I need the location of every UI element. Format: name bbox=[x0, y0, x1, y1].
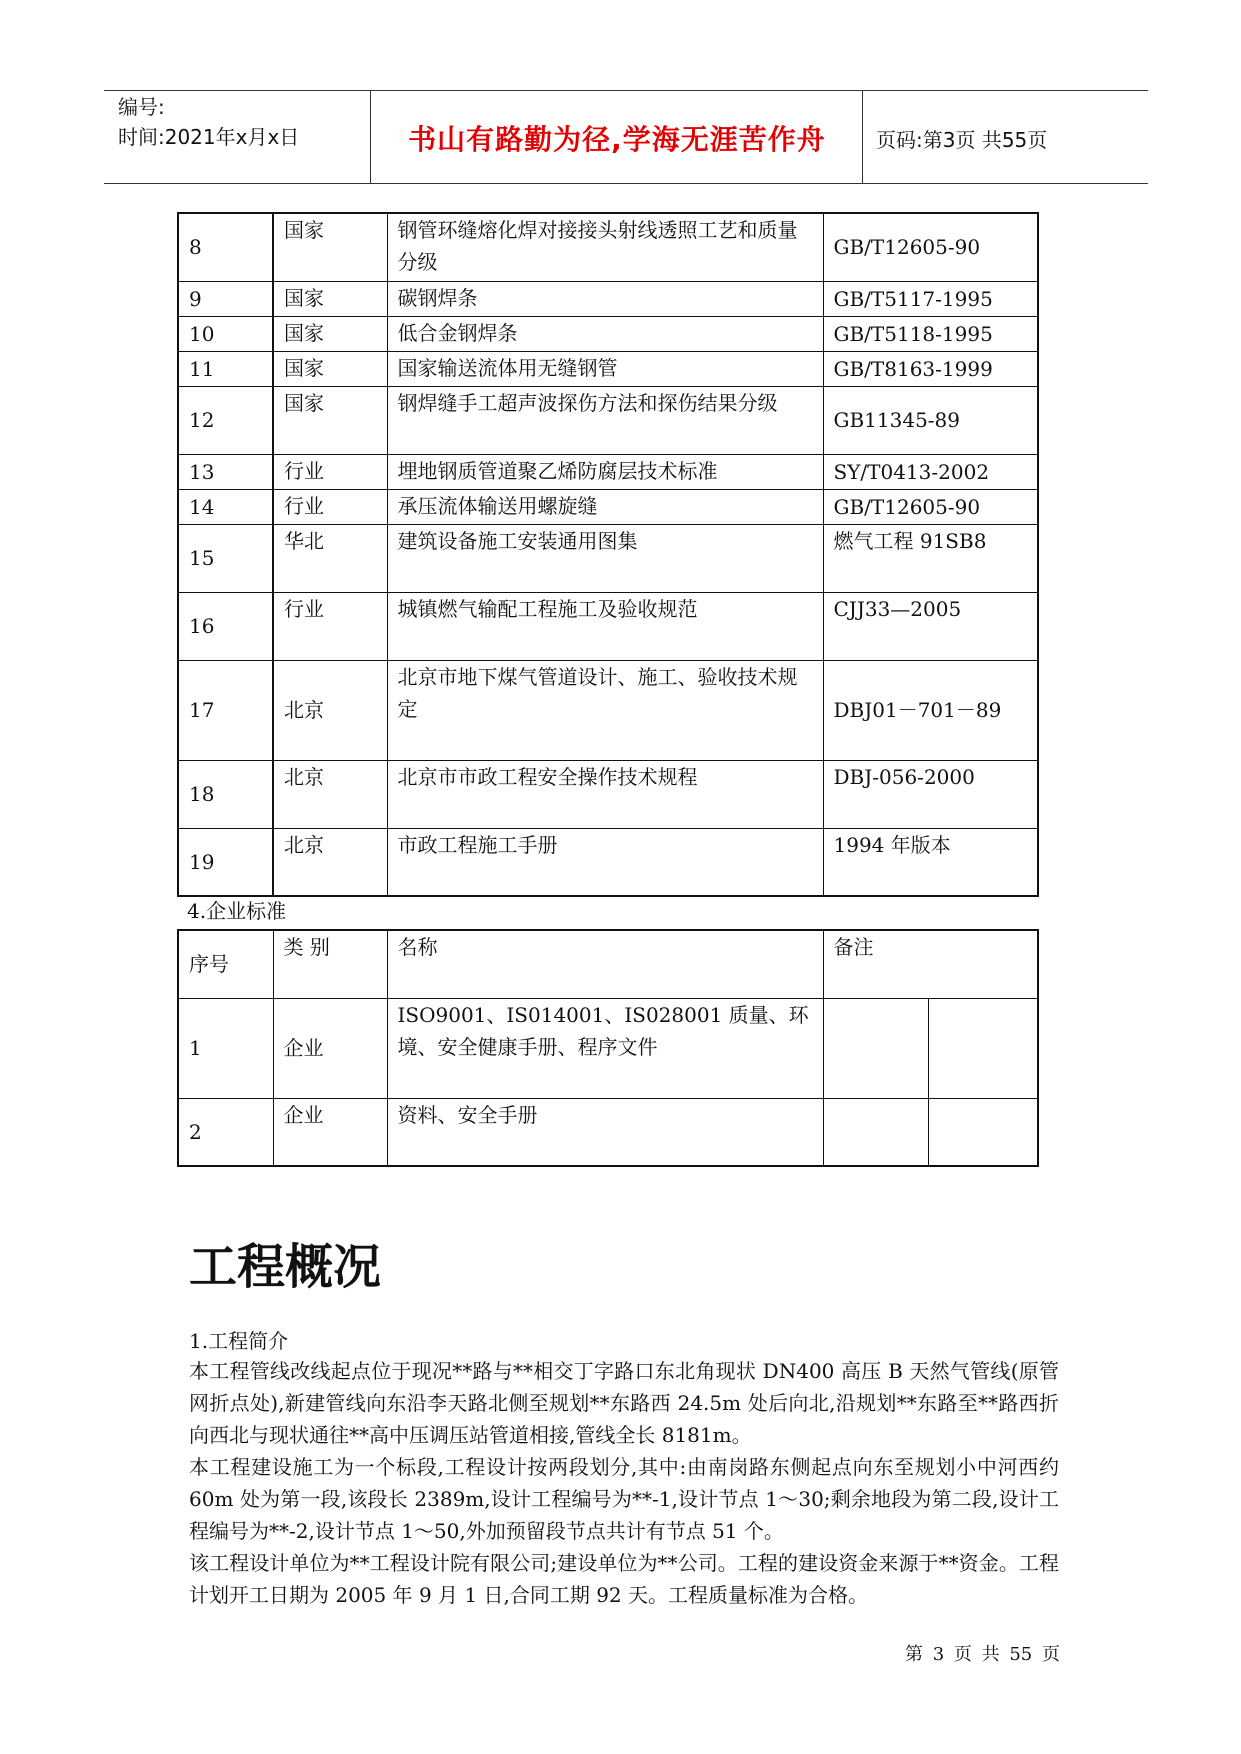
header-no: 序号 bbox=[178, 930, 273, 998]
row-name: 低合金钢焊条 bbox=[387, 316, 823, 351]
row-number: 17 bbox=[178, 660, 273, 760]
row-name: 埋地钢质管道聚乙烯防腐层技术标准 bbox=[387, 454, 823, 489]
row-category: 国家 bbox=[273, 281, 387, 316]
row-number: 18 bbox=[178, 760, 273, 828]
row-number: 12 bbox=[178, 386, 273, 454]
overview-paragraph: 本工程管线改线起点位于现况**路与**相交丁字路口东北角现状 DN400 高压 B 天然气管线(原管网折点处),新建管线向东沿李天路北侧至规划**东路西 24.5m 处后向北,沿规划**东路至**路西折向西北与现状通往**高中压调压站管道相接,管线全长 8181m。 bbox=[189, 1359, 1059, 1447]
table-row bbox=[178, 828, 1038, 896]
row-category: 国家 bbox=[273, 386, 387, 454]
table-row bbox=[178, 281, 1038, 316]
overview-paragraph: 该工程设计单位为**工程设计院有限公司;建设单位为**公司。工程的建设资金来源于**资金。工程计划开工日期为 2005 年 9 月 1 日,合同工期 92 天。工程质量标准为合格。 bbox=[189, 1551, 1059, 1607]
row-number: 1 bbox=[178, 998, 273, 1098]
page-footer: 第 3 页 共 55 页 bbox=[905, 1644, 1060, 1665]
row-name: 国家输送流体用无缝钢管 bbox=[387, 351, 823, 386]
row-category: 北京 bbox=[273, 760, 387, 828]
row-name: 建筑设备施工安装通用图集 bbox=[387, 524, 823, 592]
header-time-label: 时间:2021年x月x日 bbox=[118, 125, 300, 149]
table-row bbox=[178, 213, 1038, 281]
standards-table bbox=[177, 212, 1039, 897]
row-name: 碳钢焊条 bbox=[387, 281, 823, 316]
row-code: GB/T8163-1999 bbox=[823, 351, 1038, 386]
row-number: 14 bbox=[178, 489, 273, 524]
row-category: 华北 bbox=[273, 524, 387, 592]
row-category: 北京 bbox=[273, 828, 387, 896]
company-standards-table bbox=[177, 929, 1039, 1167]
row-number: 10 bbox=[178, 316, 273, 351]
table-row bbox=[178, 592, 1038, 660]
row-name: 钢焊缝手工超声波探伤方法和探伤结果分级 bbox=[387, 386, 823, 454]
row-code: GB/T12605-90 bbox=[823, 489, 1038, 524]
table-row bbox=[178, 454, 1038, 489]
table-row bbox=[178, 489, 1038, 524]
header-divider-right bbox=[862, 90, 863, 183]
row-code: 1994 年版本 bbox=[823, 828, 1038, 896]
row-code: GB/T5118-1995 bbox=[823, 316, 1038, 351]
row-name: 北京市市政工程安全操作技术规程 bbox=[387, 760, 823, 828]
row-category: 国家 bbox=[273, 351, 387, 386]
row-category: 北京 bbox=[273, 660, 387, 760]
table-row bbox=[178, 998, 1038, 1098]
row-number: 13 bbox=[178, 454, 273, 489]
row-remark bbox=[823, 1098, 928, 1166]
header-remark: 备注 bbox=[823, 930, 1038, 998]
row-code: SY/T0413-2002 bbox=[823, 454, 1038, 489]
row-name: 资料、安全手册 bbox=[387, 1098, 823, 1166]
row-number: 16 bbox=[178, 592, 273, 660]
row-category: 企业 bbox=[273, 1098, 387, 1166]
row-number: 15 bbox=[178, 524, 273, 592]
table-row bbox=[178, 760, 1038, 828]
header-bottom-rule bbox=[104, 183, 1148, 184]
row-name: 城镇燃气输配工程施工及验收规范 bbox=[387, 592, 823, 660]
row-code: 燃气工程 91SB8 bbox=[823, 524, 1038, 592]
overview-paragraph: 本工程建设施工为一个标段,工程设计按两段划分,其中:由南岗路东侧起点向东至规划小中河西约 60m 处为第一段,该段长 2389m,设计工程编号为**-1,设计节点 1～30;剩余地段为第二段,设计工程编号为**-2,设计节点 1～50,外加预留段节点共计有节点 51 个。 bbox=[189, 1455, 1059, 1543]
row-category: 行业 bbox=[273, 489, 387, 524]
intro-title: 1.工程简介 bbox=[189, 1329, 289, 1353]
row-code: GB/T12605-90 bbox=[823, 213, 1038, 281]
header-motto: 书山有路勤为径,学海无涯苦作舟 bbox=[408, 123, 826, 156]
header-top-rule bbox=[104, 90, 1148, 91]
header-name: 名称 bbox=[387, 930, 823, 998]
row-category: 国家 bbox=[273, 316, 387, 351]
table-row bbox=[178, 660, 1038, 760]
row-code: DBJ-056-2000 bbox=[823, 760, 1038, 828]
header-divider-left bbox=[370, 90, 371, 183]
row-name: 北京市地下煤气管道设计、施工、验收技术规定 bbox=[387, 660, 823, 760]
row-extra bbox=[928, 998, 1038, 1098]
row-category: 行业 bbox=[273, 592, 387, 660]
table-row bbox=[178, 524, 1038, 592]
section-title: 4.企业标准 bbox=[187, 899, 287, 923]
row-code: DBJ01－701－89 bbox=[823, 660, 1038, 760]
row-number: 8 bbox=[178, 213, 273, 281]
header-meta bbox=[118, 92, 299, 152]
header-category: 类 别 bbox=[273, 930, 387, 998]
row-name: ISO9001、IS014001、IS028001 质量、环境、安全健康手册、程序文件 bbox=[387, 998, 823, 1098]
row-number: 2 bbox=[178, 1098, 273, 1166]
row-code: GB11345-89 bbox=[823, 386, 1038, 454]
row-name: 承压流体输送用螺旋缝 bbox=[387, 489, 823, 524]
row-name: 市政工程施工手册 bbox=[387, 828, 823, 896]
header-page-info: 页码:第3页 共55页 bbox=[876, 128, 1048, 152]
row-category: 国家 bbox=[273, 213, 387, 281]
row-number: 9 bbox=[178, 281, 273, 316]
table-row bbox=[178, 316, 1038, 351]
row-number: 11 bbox=[178, 351, 273, 386]
row-code: CJJ33—2005 bbox=[823, 592, 1038, 660]
table-row bbox=[178, 386, 1038, 454]
row-extra bbox=[928, 1098, 1038, 1166]
table-row bbox=[178, 1098, 1038, 1166]
row-remark bbox=[823, 998, 928, 1098]
row-name: 钢管环缝熔化焊对接接头射线透照工艺和质量分级 bbox=[387, 213, 823, 281]
table-row bbox=[178, 351, 1038, 386]
header-number-label: 编号: bbox=[118, 95, 165, 119]
row-category: 企业 bbox=[273, 998, 387, 1098]
section-heading: 工程概况 bbox=[189, 1239, 382, 1295]
row-code: GB/T5117-1995 bbox=[823, 281, 1038, 316]
row-category: 行业 bbox=[273, 454, 387, 489]
table-header-row bbox=[178, 930, 1038, 998]
row-number: 19 bbox=[178, 828, 273, 896]
